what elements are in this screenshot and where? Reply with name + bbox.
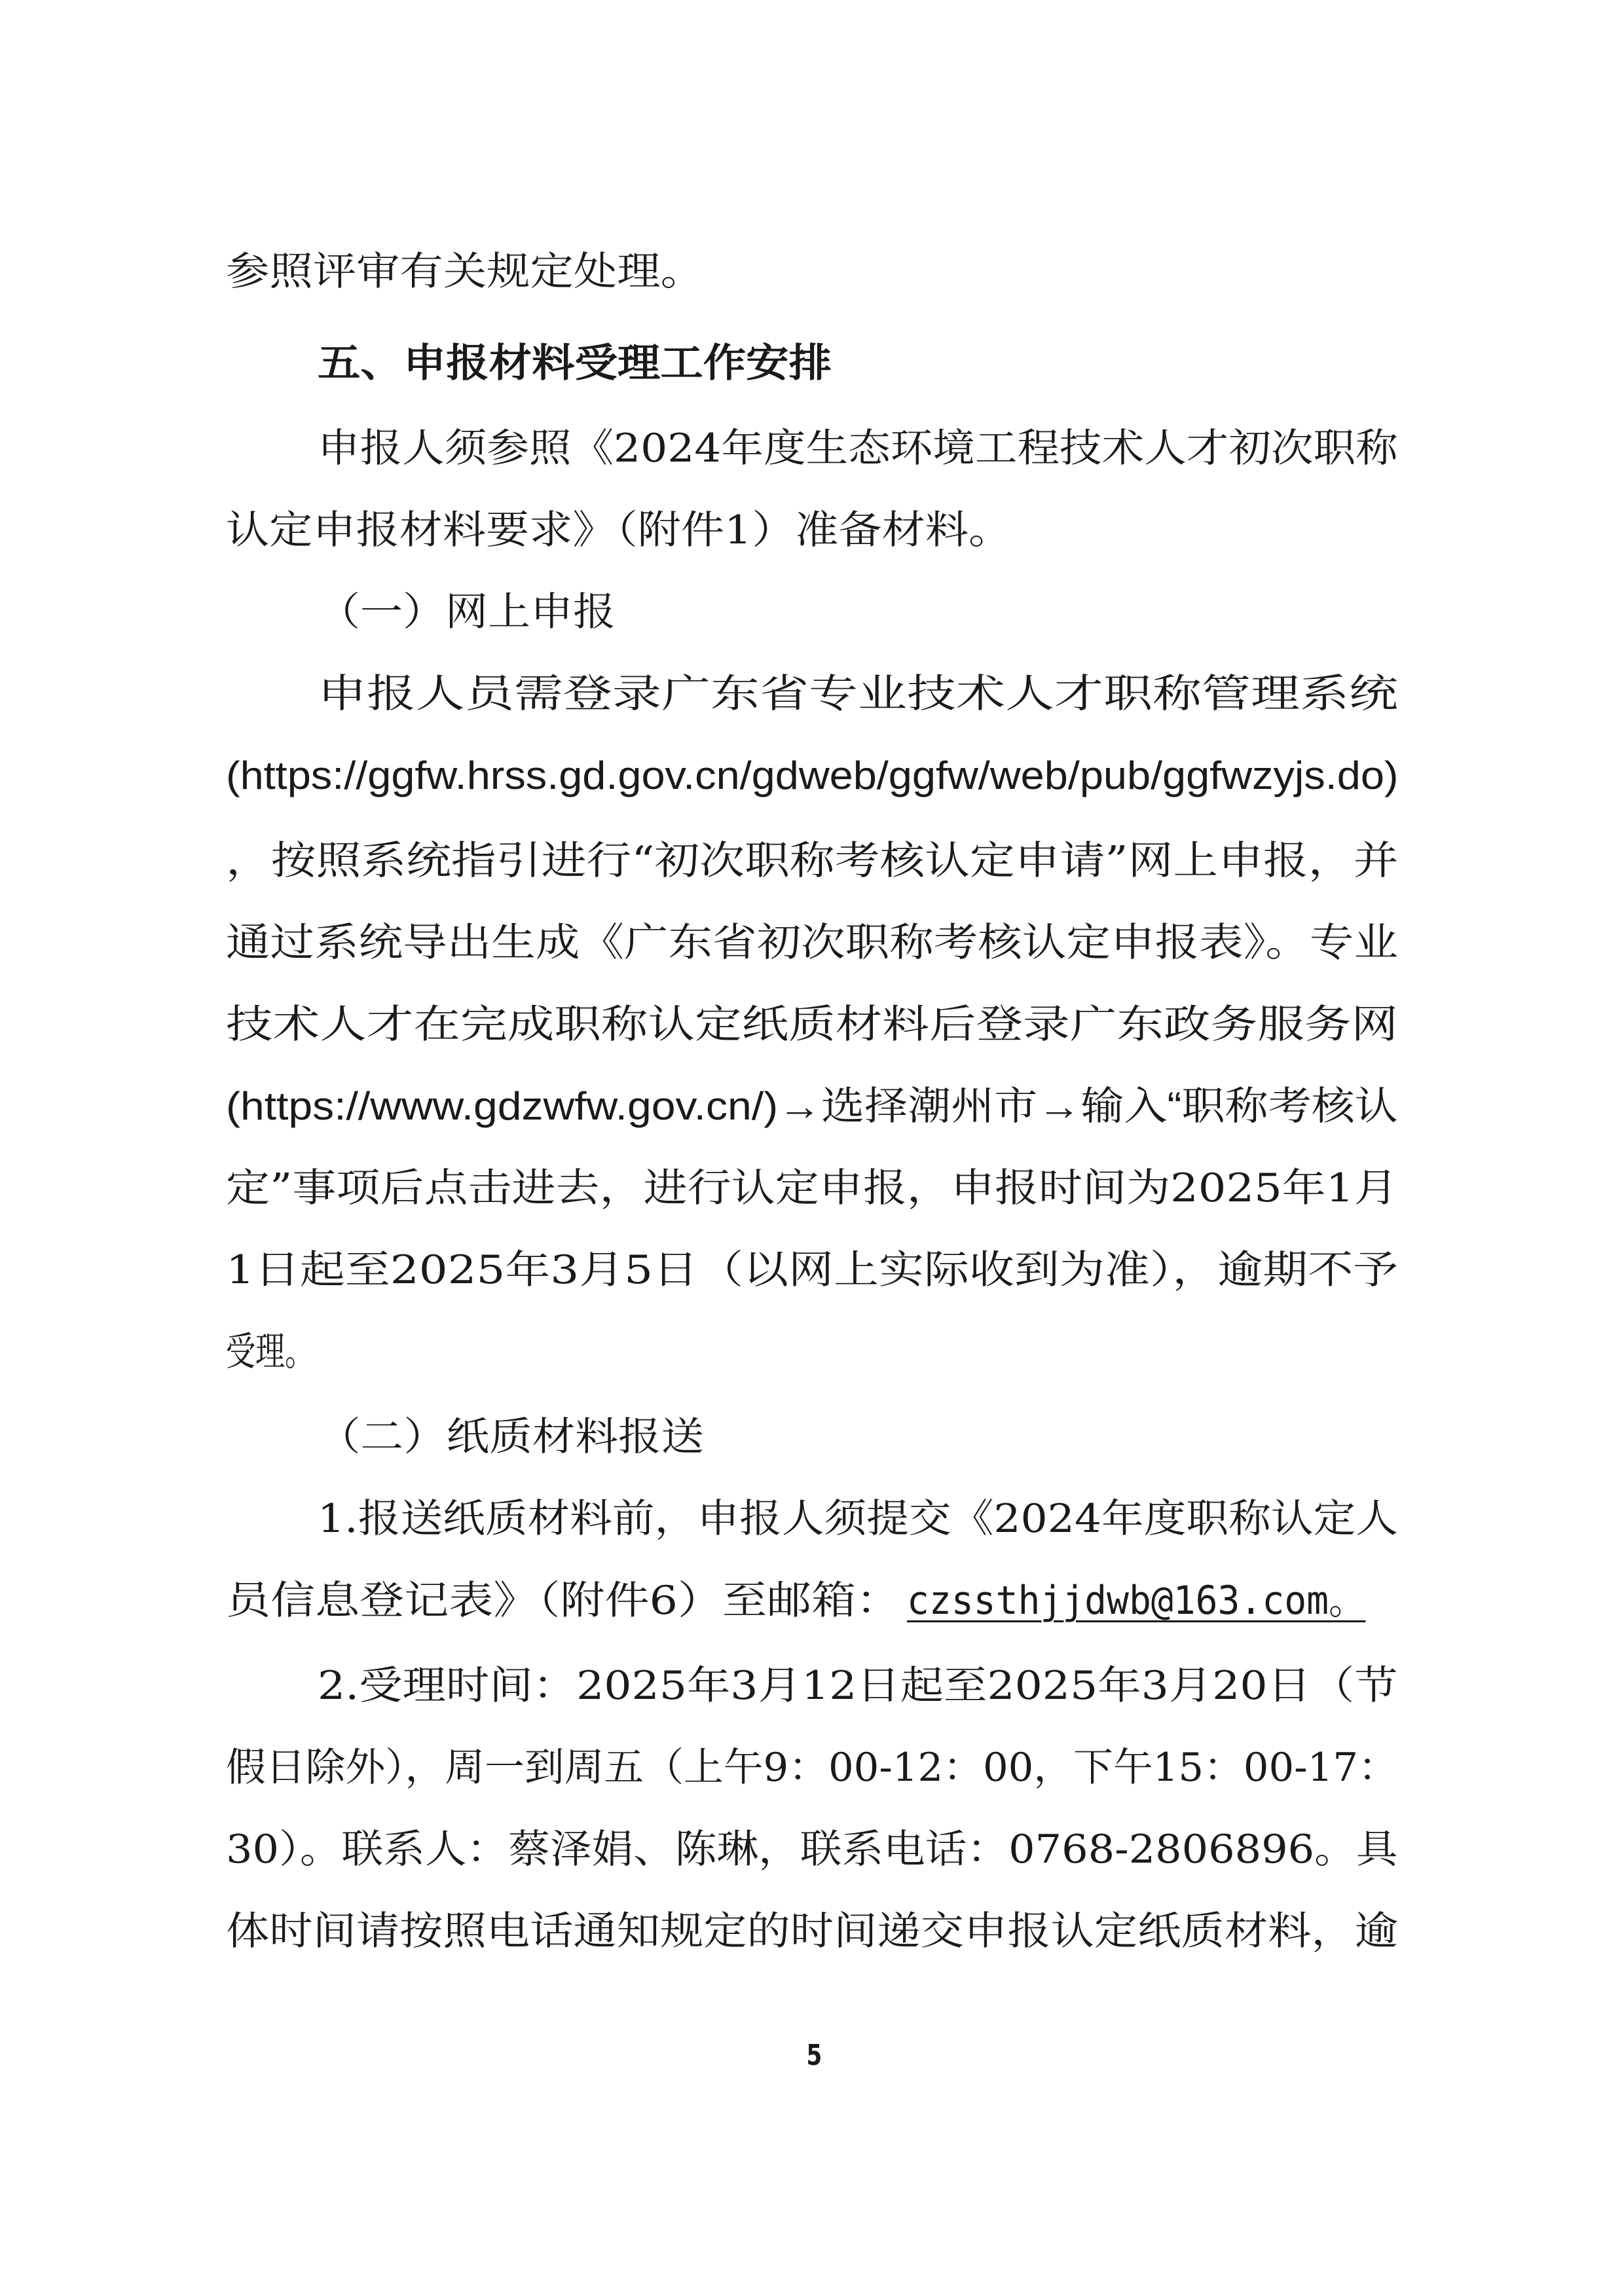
subsection-heading: （一）网上申报	[318, 589, 616, 635]
text-line: 申报人员需登录广东省专业技术人才职称管理系统	[318, 671, 1398, 717]
portal-url-line: (https://www.gdzwfw.gov.cn/)→选择潮州市→输入“职称考核认	[226, 1084, 1398, 1128]
system-url: (https://ggfw.hrss.gd.gov.cn/gdweb/ggfw/web/pub/ggfwzyjs.do)	[226, 754, 1399, 797]
text-line: ，按照系统指引进行“初次职称考核认定申请”网上申报，并	[226, 838, 1399, 884]
text-line: 申报人须参照《2024年度生态环境工程技术人才初次职称	[318, 426, 1398, 471]
text-line: 1日起至2025年3月5日（以网上实际收到为准），逾期不予	[226, 1247, 1399, 1293]
subsection-heading: （二）纸质材料报送	[318, 1414, 704, 1460]
text-line: 体时间请按照电话通知规定的时间递交申报认定纸质材料，逾	[226, 1908, 1398, 1954]
text-line: 30）。联系人：蔡泽娟、陈琳，联系电话：0768-2806896。具	[226, 1827, 1398, 1872]
page-number: 5	[806, 2039, 822, 2072]
section-heading: 五、申报材料受理工作安排	[318, 340, 832, 386]
text-line: 2.受理时间：2025年3月12日起至2025年3月20日（节	[318, 1663, 1398, 1709]
text-line: 1.报送纸质材料前，申报人须提交《2024年度职称认定人	[318, 1496, 1398, 1542]
email-link[interactable]: czssthjjdwb@163.com。	[907, 1578, 1366, 1624]
text-line: 技术人才在完成职称认定纸质材料后登录广东政务服务网	[226, 1002, 1398, 1048]
text-line: 假日除外），周一到周五（上午9：00-12：00，下午15：00-17：	[226, 1745, 1398, 1791]
text-line: 受理。	[226, 1329, 314, 1375]
text-line: 认定申报材料要求》（附件1）准备材料。	[226, 507, 1012, 553]
text-line: 通过系统导出生成《广东省初次职称考核认定申报表》。专业	[226, 920, 1398, 966]
text-line: 参照评审有关规定处理。	[226, 249, 704, 295]
text-line: 员信息登记表》（附件6）至邮箱：	[226, 1578, 901, 1624]
text-line: 定”事项后点击进去，进行认定申报，申报时间为2025年1月	[226, 1165, 1398, 1211]
